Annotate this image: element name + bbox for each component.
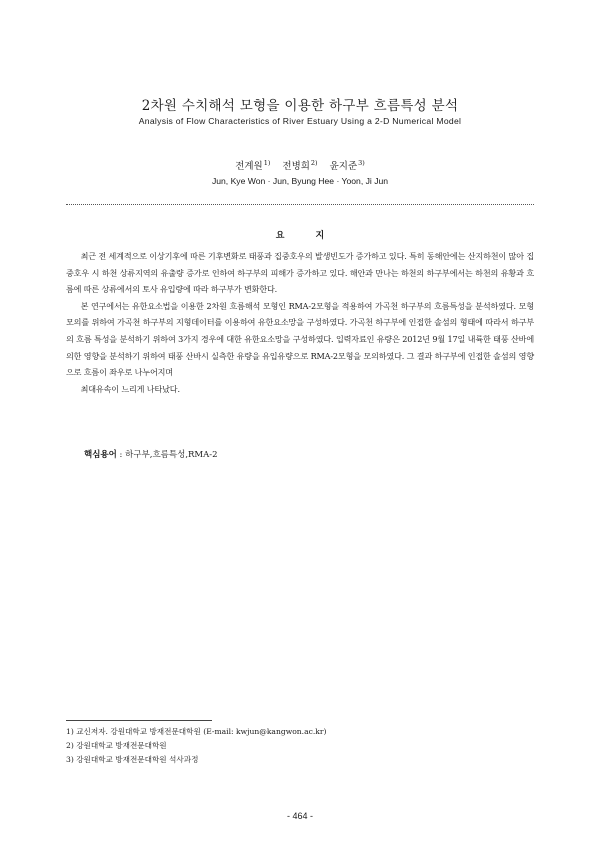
abstract-paragraph: 본 연구에서는 유한요소법을 이용한 2차원 흐름해석 모형인 RMA-2모형을 적용하여 가곡천 하구부의 흐름특성을 분석하였다. 모형 모의를 위하여 가곡천 하구부의 지형데이터를 이용하여 유한요소망을 구성하였다. 가곡천 하구부에 인접한 솔섬의 형태에 따라서 하구부의 흐름 특성을 분석하기 위하여 3가지 경우에 대한 유한요소망을 구성하였다. 입력자료인 유량은 2012년 9월 17일 내륙한 태풍 산바에 의한 영향을 분석하기 위하여 태풍 산바시 실측한 유량을 유입유량으로 RMA-2모형을 모의하였다. 그 결과 하구부에 인접한 솔섬의 영향으로 흐름이 좌우로 나누어지며 <box>66 300 534 378</box>
author-name: 전계원 <box>235 161 263 172</box>
page-number: - 464 - <box>286 811 313 821</box>
abstract-paragraph: 최근 전 세계적으로 이상기후에 따른 기후변화로 태풍과 집중호우의 발생빈도가 증가하고 있다. 특히 동해안에는 산지하천이 많아 집중호우 시 하천 상류지역의 유출량 증가로 인하여 하구부의 피해가 증가하고 있다. 해안과 만나는 하천의 하구부에서는 하천의 유황과 흐름에 따른 상류에서의 토사 유입량에 따라 하구부가 변화한다. <box>66 251 534 295</box>
author-name: 전병희 <box>282 161 310 172</box>
abstract-paragraph: 최대유속이 느리게 나타났다. <box>80 383 180 394</box>
keywords-label: 핵심용어 <box>84 450 117 460</box>
dotted-divider <box>66 204 534 205</box>
keywords-line <box>84 448 218 460</box>
author-name: 윤지준 <box>329 161 358 172</box>
abstract-heading: 요 지 <box>275 231 339 241</box>
footnote: 2) 강원대학교 방재전문대학원 <box>66 740 167 750</box>
author-footnote-mark: 3) <box>358 159 365 167</box>
author-list-english: Jun, Kye Won · Jun, Byung Hee · Yoon, Ji Jun <box>211 176 389 186</box>
author-list-korean <box>0 158 600 172</box>
abstract-body <box>66 248 534 397</box>
keywords-separator: : <box>116 450 126 460</box>
paper-title-korean: 2차원 수치해석 모형을 이용한 하구부 흐름특성 분석 <box>141 98 459 114</box>
footnote: 1) 교신저자. 강원대학교 방재전문대학원 (E-mail: kwjun@kangwon.ac.kr) <box>66 727 327 736</box>
footnote-rule <box>66 720 212 721</box>
footnote: 3) 강원대학교 방재전문대학원 석사과정 <box>66 754 199 764</box>
author-footnote-mark: 1) <box>263 159 271 167</box>
footnotes <box>66 725 534 766</box>
author-footnote-mark: 2) <box>310 159 318 167</box>
paper-title-english: Analysis of Flow Characteristics of River Estuary Using a 2-D Numerical Model <box>138 116 462 126</box>
keywords-value: 하구부,흐름특성,RMA-2 <box>125 450 218 460</box>
